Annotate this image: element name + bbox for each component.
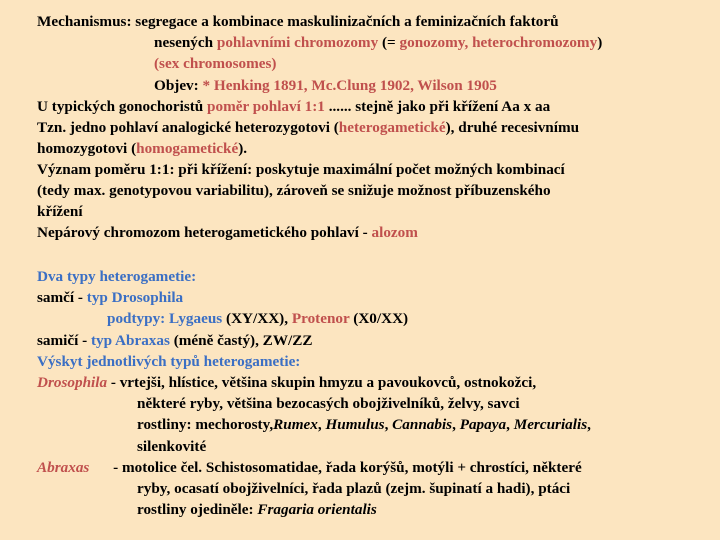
heterogamety-types-title (37, 266, 196, 287)
text-segment: (tedy max. genotypovou variabilitu), zároveň se snižuje možnost příbuzenského (37, 182, 551, 199)
sex-chromosomes-line (154, 32, 602, 53)
mechanism-line (37, 11, 559, 32)
significance-line-2 (37, 180, 551, 201)
text-segment: (= (378, 34, 400, 51)
text-segment: Význam poměru 1:1: při křížení: poskytuje maximální počet možných kombinací (37, 161, 565, 178)
heterogametic-line (37, 117, 579, 138)
protenor-genotype: (X0/XX) (349, 310, 409, 327)
text-segment: nesených (154, 34, 217, 51)
type-abraxas: typ Abraxas (91, 332, 170, 349)
discovery-label: Objev: (154, 77, 203, 94)
term-homogametic: homogametické (136, 140, 239, 157)
abraxas-name: Abraxas (37, 459, 90, 476)
female-type-line (37, 330, 312, 351)
term-sex-chromosomes-en: (sex chromosomes) (154, 55, 277, 72)
female-note: (méně častý), ZW/ZZ (169, 332, 313, 349)
significance-line-1 (37, 159, 565, 180)
allosome-line (37, 222, 418, 243)
discovery-line (154, 75, 497, 96)
text-segment: ). (238, 140, 248, 157)
discovery-authors: * Henking 1891, Mc.Clung 1902, Wilson 1905 (202, 77, 497, 94)
genus-humulus: Humulus (325, 416, 385, 433)
text-segment: homozygotovi ( (37, 140, 137, 157)
text-segment: některé ryby, většina bezocasých obojživelníků, želvy, savci (137, 395, 520, 412)
genus-rumex: Rumex (273, 416, 318, 433)
subtype-protenor: Protenor (291, 310, 350, 327)
text-segment: ) (597, 34, 603, 51)
male-type-line (37, 287, 183, 308)
genus-mercurialis: Mercurialis (513, 416, 588, 433)
text-segment: křížení (37, 203, 83, 220)
drosophila-name: Drosophila (37, 374, 108, 391)
drosophila-line-4 (137, 436, 206, 457)
significance-line-3 (37, 201, 83, 222)
text-segment: - vrtejši, hlístice, většina skupin hmyzu a pavoukovců, ostnokožci, (107, 374, 537, 391)
male-label: samčí - (37, 289, 87, 306)
female-label: samičí - (37, 332, 91, 349)
abraxas-line-3 (137, 499, 377, 520)
occurrence-title (37, 351, 300, 372)
text-segment: rostliny: mechorosty, (137, 416, 274, 433)
species-fragaria: Fragaria orientalis (257, 501, 377, 518)
term-heterogametic: heterogametické (338, 119, 446, 136)
text-segment: ryby, ocasatí obojživelníci, řada plazů (zejm. šupinatí a hadi), ptáci (137, 480, 571, 497)
drosophila-line-3 (137, 414, 591, 435)
homogametic-line (37, 138, 247, 159)
text-segment: U typických gonochoristů (37, 98, 208, 115)
term-gonozomy: gonozomy, heterochromozomy (399, 34, 598, 51)
section-title: Výskyt jednotlivých typů heterogametie: (37, 353, 301, 370)
subtype-lygaeus: Lygaeus (169, 310, 223, 327)
text-segment: rostliny ojediněle: (137, 501, 258, 518)
drosophila-line-2 (137, 393, 520, 414)
separator: , (587, 416, 591, 433)
text-segment: Tzn. jedno pohlaví analogické heterozygotovi ( (37, 119, 339, 136)
english-term (154, 53, 276, 74)
section-title: Dva typy heterogametie: (37, 268, 197, 285)
abraxas-line-2 (137, 478, 570, 499)
ratio-line (37, 96, 550, 117)
separator: , (384, 416, 393, 433)
genus-cannabis: Cannabis (392, 416, 453, 433)
mechanism-text: Mechanismus: segregace a kombinace maskulinizačních a feminizačních faktorů (37, 13, 559, 30)
lygaeus-genotype: (XY/XX), (222, 310, 292, 327)
term-allosome: alozom (371, 224, 418, 241)
genus-papaya: Papaya (459, 416, 507, 433)
separator: , (506, 416, 514, 433)
text-segment: - motolice čel. Schistosomatidae, řada korýšů, motýli + chrostíci, některé (109, 459, 582, 476)
separator: , (317, 416, 326, 433)
abraxas-line-1 (37, 457, 582, 478)
subtypes-line (107, 308, 408, 329)
text-segment: ...... stejně jako při křížení Aa x aa (324, 98, 551, 115)
drosophila-line-1 (37, 372, 536, 393)
text-segment: Nepárový chromozom heterogametického pohlaví - (37, 224, 372, 241)
text-segment: silenkovité (137, 438, 207, 455)
subtypes-label: podtypy: (107, 310, 170, 327)
type-drosophila: typ Drosophila (86, 289, 184, 306)
separator: , (452, 416, 460, 433)
term-sex-chromosomes: pohlavními chromozomy (216, 34, 379, 51)
text-segment: ), druhé recesivnímu (445, 119, 580, 136)
term-sex-ratio: poměr pohlaví 1:1 (207, 98, 325, 115)
